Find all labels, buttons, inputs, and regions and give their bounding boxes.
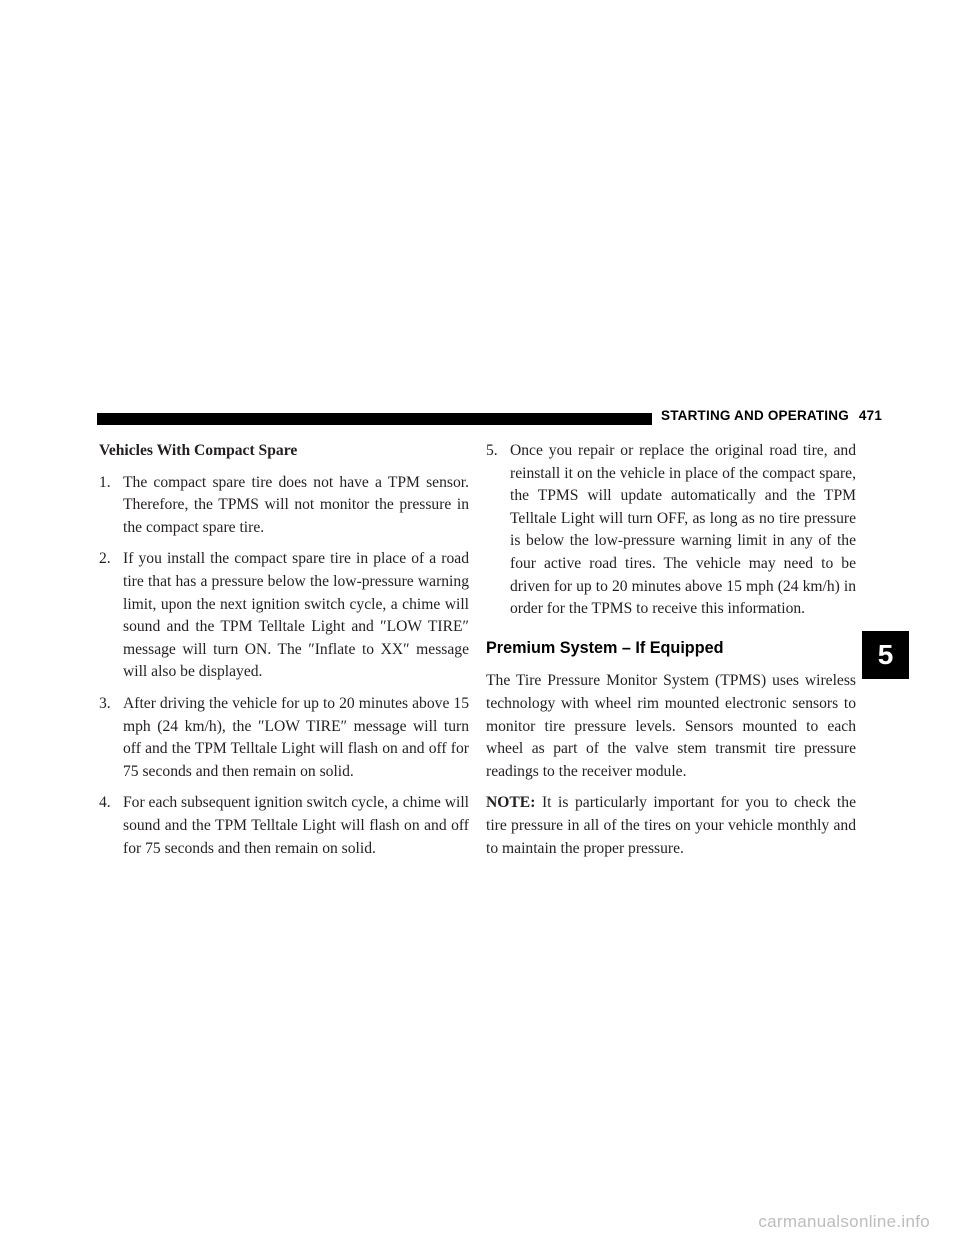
list-item-text: For each subsequent ignition switch cycle, a chime will sound and the TPM Telltale Light will flash on and off for 75 seconds and then remain on solid. bbox=[123, 794, 470, 857]
left-column bbox=[99, 440, 469, 869]
list-item-text: Once you repair or replace the original road tire, and reinstall it on the vehicle in place of the compact spare, the TPMS will update automatically and the TPM Telltale Light will turn OFF, as long as no tire pressure is below the low-pressure warning limit in any of the four active road tires. The vehicle may need to be driven for up to 20 minutes above 15 mph (24 km/h) in order for the TPMS to receive this information. bbox=[510, 442, 856, 618]
chapter-tab: 5 bbox=[862, 631, 909, 679]
note-text: It is particularly important for you to check the tire pressure in all of the tires on your vehicle monthly and to maintain the proper pressure. bbox=[486, 794, 856, 857]
list-item bbox=[99, 693, 469, 783]
right-column bbox=[486, 440, 856, 869]
section-heading-premium-system: Premium System – If Equipped bbox=[486, 638, 724, 657]
note-label: NOTE: bbox=[486, 794, 536, 812]
page-number: 471 bbox=[858, 408, 883, 423]
list-item bbox=[99, 548, 469, 684]
body-paragraph: The Tire Pressure Monitor System (TPMS) uses wireless technology with wheel rim mounted electronic sensors to monitor tire pressure levels. Sensors mounted to each wheel as part of the valve stem transmit tire pressure readings to the receiver module. bbox=[486, 672, 856, 780]
list-item bbox=[99, 792, 469, 860]
list-item-number: 5. bbox=[486, 442, 498, 459]
watermark-logo: carmanualsonline.info bbox=[758, 1212, 930, 1231]
list-item-number: 2. bbox=[99, 550, 111, 568]
running-header bbox=[661, 408, 882, 423]
header-rule bbox=[97, 413, 652, 425]
list-item-text: If you install the compact spare tire in place of a road tire that has a pressure below the low-pressure warning limit, upon the next ignition switch cycle, a chime will sound and the TPM Telltale Light and ″LOW TIRE″ message will turn ON. The ″Inflate to XX″ message will also be displayed. bbox=[123, 550, 469, 681]
list-item-number: 4. bbox=[99, 794, 111, 812]
section-title: STARTING AND OPERATING bbox=[661, 408, 849, 423]
subhead-compact-spare: Vehicles With Compact Spare bbox=[99, 442, 298, 459]
list-item-text: The compact spare tire does not have a TPM sensor. Therefore, the TPMS will not monitor the pressure in the compact spare tire. bbox=[123, 473, 469, 536]
list-item-number: 3. bbox=[99, 694, 111, 712]
list-item-text: After driving the vehicle for up to 20 minutes above 15 mph (24 km/h), the ″LOW TIRE″ message will turn off and the TPM Telltale Light will flash on and off for 75 seconds and then remain on solid. bbox=[123, 694, 469, 780]
list-item-number: 1. bbox=[99, 473, 111, 491]
list-item bbox=[99, 472, 469, 540]
note-paragraph bbox=[486, 792, 856, 860]
list-item bbox=[486, 440, 856, 621]
